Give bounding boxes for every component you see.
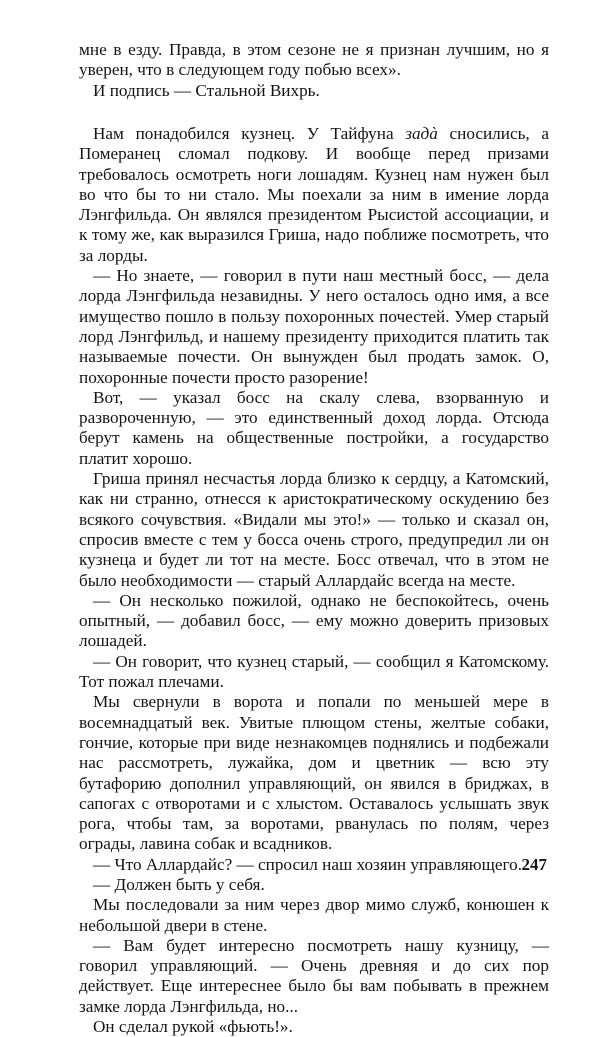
paragraph: — Он несколько пожилой, однако не беспокойтесь, очень опытный, — добавил босс, — ему можно доверить призовых лошадей. [79, 590, 549, 651]
paragraph: — Но знаете, — говорил в пути наш местный босс, — дела лорда Лэнгфильда незавидны. У него осталось одно имя, а все имущество пошло в пользу похоронных почестей. Умер старый лорд Лэнгфильд, и нашему президенту приходится платить так называемые почести. Он вынужден был продать замок. О, похоронные почести просто разорение! [79, 266, 549, 387]
paragraph [79, 124, 549, 266]
paragraph: — Вам будет интересно посмотреть нашу кузницу, — говорил управляющий. — Очень древняя и до сих пор действует. Еще интереснее было бы вам побывать в прежнем замке лорда Лэнгфильда, но... [79, 935, 549, 1016]
letter-ending [79, 40, 549, 101]
paragraph: Он сделал рукой «фьють!». [93, 1017, 293, 1037]
text-run: Нам понадобился кузнец. У Тайфуна [93, 124, 406, 143]
paragraph: Мы последовали за ним через двор мимо служб, конюшен к небольшой двери в стене. [79, 895, 549, 935]
paragraph: — Он говорит, что кузнец старый, — сообщил я Катомскому. Тот пожал плечами. [79, 651, 549, 692]
paragraph: — Что Аллардайс? — спросил наш хозяин управляющего. [93, 854, 523, 874]
signature-line: И подпись — Стальной Вихрь. [93, 80, 320, 100]
paragraph: Вот, — указал босс на скалу слева, взорванную и развороченную, — это единственный доход лорда. Отсюда берут камень на общественные постройки, а государство платит хорошо. [79, 387, 549, 468]
paragraph: мне в езду. Правда, в этом сезоне не я признан лучшим, но я уверен, что в следующем году побью всех». [79, 40, 549, 80]
paragraph: — Должен быть у себя. [93, 874, 265, 894]
page-number: 247 [521, 855, 547, 874]
paragraph: Гриша принял несчастья лорда близко к сердцу, а Катомский, как ни странно, отнесся к аристократическому оскудению без всякого сочувствия. «Видали мы это!» — только и сказал он, спросив вместе с тем у босса очень строго, предупредил ли он кузнеца и будет ли тот на месте. Босс отвечал, что в этом не было необходимости — старый Аллардайс всегда на месте. [79, 469, 549, 590]
main-text [79, 124, 549, 1037]
paragraph: Мы свернули в ворота и попали по меньшей мере в восемнадцатый век. Увитые плющом стены, желтые собаки, гончие, которые при виде незнакомцев поднялись и подбежали нас рассмотреть, лужайка, дом и цветник — всю эту бутафорию дополнил управляющий, он явился в бриджах, в сапогах с отворотами и с хлыстом. Оставалось услышать звук рога, чтобы там, за воротами, рванулась по полям, через ограды, лавина собак и всадников. [79, 692, 549, 854]
italic-word: задà [405, 124, 438, 143]
text-run: сносились, а Померанец сломал подкову. И вообще перед призами требовалось осмотреть ноги лошадям. Кузнец нам нужен был во что бы то ни стало. Мы поехали за ним в имение лорда Лэнгфильда. Он являлся президентом Рысистой ассоциации, и к тому же, как выразился Гриша, надо поближе посмотреть, что за лорды. [79, 124, 550, 265]
